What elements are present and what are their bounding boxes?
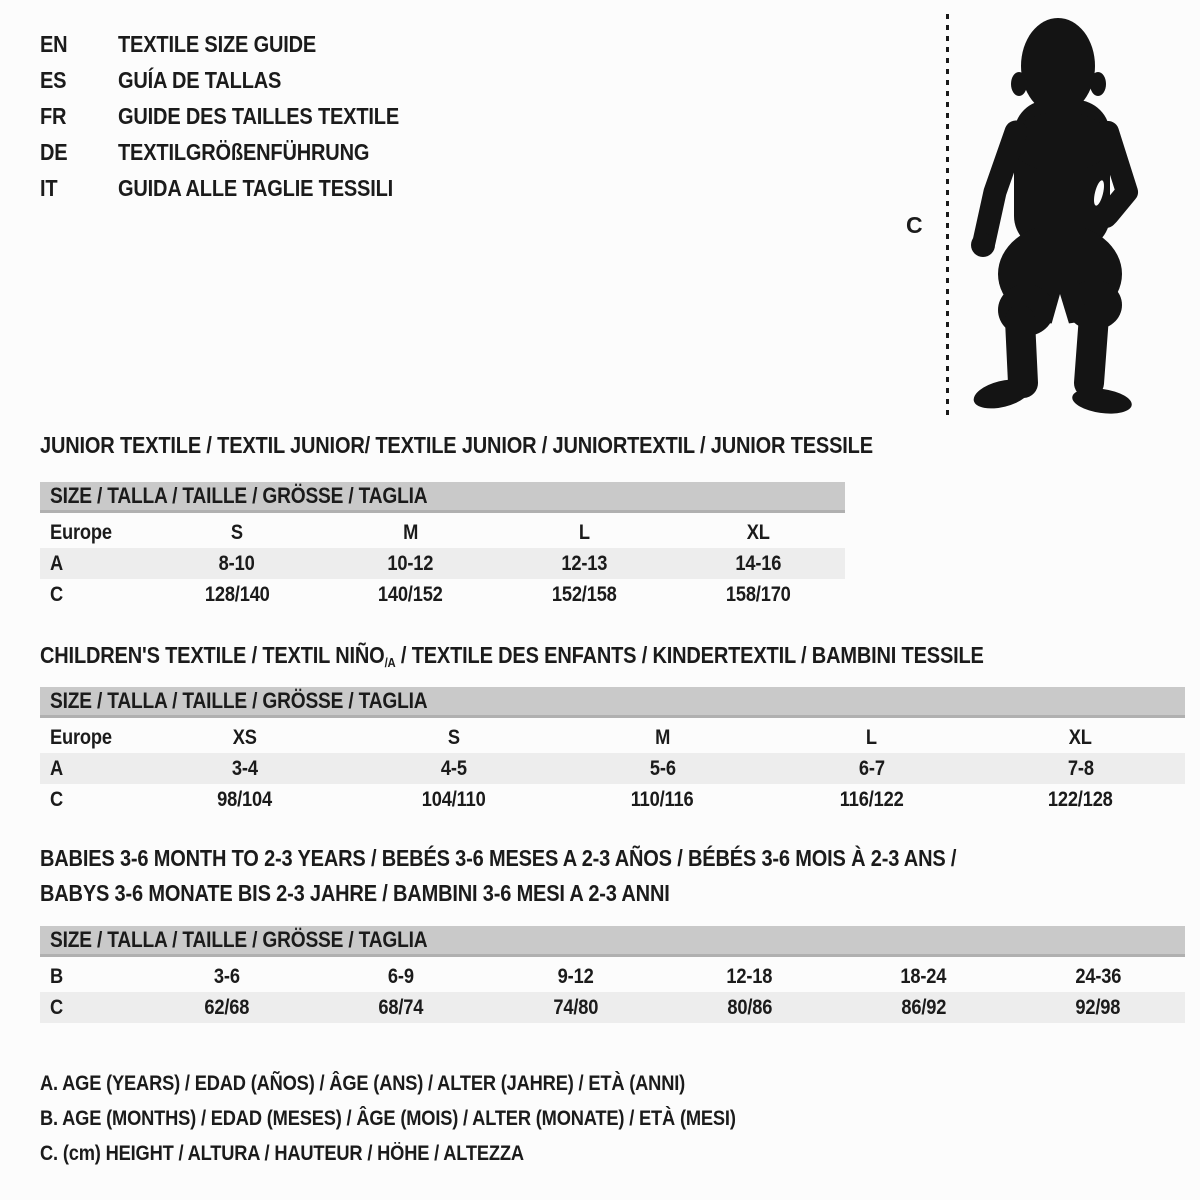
table-row-age — [40, 753, 1185, 784]
age-cell: 10-12 — [387, 551, 434, 575]
age-cell: 12-13 — [561, 551, 608, 575]
table-row-height — [40, 784, 1185, 815]
size-cell: XL — [746, 520, 770, 544]
legend-age-years: A. AGE (YEARS) / EDAD (AÑOS) / ÂGE (ANS) / ALTER (JAHRE) / ETÀ (ANNI) — [40, 1071, 686, 1095]
age-cell: 18-24 — [900, 964, 947, 988]
size-cell: M — [403, 520, 419, 544]
size-header-bar: SIZE / TALLA / TAILLE / GRÖSSE / TAGLIA — [40, 926, 1185, 957]
size-cell: XL — [1068, 725, 1093, 749]
height-cell: 80/86 — [727, 995, 773, 1019]
row-label: C — [50, 582, 64, 606]
table-row-europe — [40, 722, 1185, 753]
age-cell: 6-7 — [858, 756, 885, 780]
language-row-de — [40, 134, 441, 170]
age-cell: 3-6 — [214, 964, 241, 988]
language-code: IT — [40, 174, 58, 201]
guide-title-fr: GUIDE DES TAILLES TEXTILE — [118, 102, 400, 129]
size-cell: XS — [232, 725, 257, 749]
age-cell: 5-6 — [649, 756, 676, 780]
height-cell: 152/158 — [551, 582, 617, 606]
measurement-legend — [40, 1066, 840, 1171]
height-cell: 68/74 — [378, 995, 424, 1019]
age-cell: 12-18 — [726, 964, 773, 988]
height-measure-dashed-line — [946, 14, 949, 416]
measure-c-label: C — [906, 212, 923, 238]
age-cell: 4-5 — [440, 756, 467, 780]
table-row-age — [40, 548, 845, 579]
height-cell: 140/152 — [378, 582, 444, 606]
height-cell: 122/128 — [1048, 787, 1113, 811]
legend-age-months: B. AGE (MONTHS) / EDAD (MESES) / ÂGE (MOIS) / ALTER (MONATE) / ETÀ (MESI) — [40, 1106, 736, 1130]
row-label: C — [50, 995, 64, 1019]
height-cell: 74/80 — [552, 995, 598, 1019]
babies-section-heading-line2: BABYS 3-6 MONATE BIS 2-3 JAHRE / BAMBINI 3-6 MESI A 2-3 ANNI — [40, 880, 670, 906]
age-cell: 7-8 — [1067, 756, 1094, 780]
size-cell: M — [654, 725, 671, 749]
row-label: Europe — [50, 520, 112, 544]
height-cell: 62/68 — [204, 995, 250, 1019]
age-cell: 8-10 — [218, 551, 255, 575]
row-label: Europe — [50, 725, 112, 749]
age-cell: 24-36 — [1074, 964, 1121, 988]
table-row-height — [40, 579, 845, 610]
babies-section-heading-line1: BABIES 3-6 MONTH TO 2-3 YEARS / BEBÉS 3-6 MESES A 2-3 AÑOS / BÉBÉS 3-6 MOIS À 2-3 ANS / — [40, 845, 957, 871]
table-row-europe — [40, 517, 845, 548]
language-row-en — [40, 26, 441, 62]
guide-title-es: GUÍA DE TALLAS — [118, 66, 282, 93]
language-row-es — [40, 62, 441, 98]
guide-title-it: GUIDA ALLE TAGLIE TESSILI — [118, 174, 394, 201]
junior-section-heading: JUNIOR TEXTILE / TEXTIL JUNIOR/ TEXTILE JUNIOR / JUNIORTEXTIL / JUNIOR TESSILE — [40, 432, 873, 458]
age-cell: 14-16 — [735, 551, 782, 575]
height-cell: 158/170 — [725, 582, 791, 606]
language-row-it — [40, 170, 441, 206]
nino-a-subscript: /A — [384, 655, 396, 670]
language-code: EN — [40, 30, 68, 57]
height-cell: 92/98 — [1075, 995, 1121, 1019]
age-cell: 9-12 — [557, 964, 594, 988]
age-cell: 6-9 — [388, 964, 415, 988]
language-code: FR — [40, 102, 67, 129]
size-cell: S — [447, 725, 460, 749]
size-cell: L — [578, 520, 590, 544]
row-label: B — [50, 964, 64, 988]
height-cell: 86/92 — [901, 995, 947, 1019]
children-section-heading: CHILDREN'S TEXTILE / TEXTIL $NIÑO_{/A}$ / TEXTILE DES ENFANTS / KINDERTEXTIL / BAMBINI TESSILE — [40, 642, 984, 670]
height-cell: 104/110 — [421, 787, 486, 811]
language-code: DE — [40, 138, 68, 165]
age-cell: 3-4 — [231, 756, 258, 780]
row-label: A — [50, 551, 64, 575]
children-size-table — [40, 687, 1185, 815]
language-code: ES — [40, 66, 67, 93]
junior-size-table — [40, 482, 845, 610]
table-row-height — [40, 992, 1185, 1023]
size-cell: L — [865, 725, 877, 749]
babies-size-table — [40, 926, 1185, 1023]
height-cell: 110/116 — [631, 787, 694, 811]
size-cell: S — [230, 520, 243, 544]
language-title-list — [40, 26, 441, 206]
legend-height-cm: C. (cm) HEIGHT / ALTURA / HAUTEUR / HÖHE / ALTEZZA — [40, 1141, 524, 1165]
height-cell: 128/140 — [204, 582, 270, 606]
guide-title-de: TEXTILGRÖßENFÜHRUNG — [118, 138, 370, 165]
height-cell: 116/122 — [839, 787, 904, 811]
language-row-fr — [40, 98, 441, 134]
size-header-bar: SIZE / TALLA / TAILLE / GRÖSSE / TAGLIA — [40, 482, 845, 513]
toddler-silhouette-image — [962, 2, 1140, 422]
height-cell: 98/104 — [217, 787, 272, 811]
row-label: A — [50, 756, 64, 780]
guide-title-en: TEXTILE SIZE GUIDE — [118, 30, 317, 57]
row-label: C — [50, 787, 64, 811]
table-row-age-months — [40, 961, 1185, 992]
size-header-bar: SIZE / TALLA / TAILLE / GRÖSSE / TAGLIA — [40, 687, 1185, 718]
